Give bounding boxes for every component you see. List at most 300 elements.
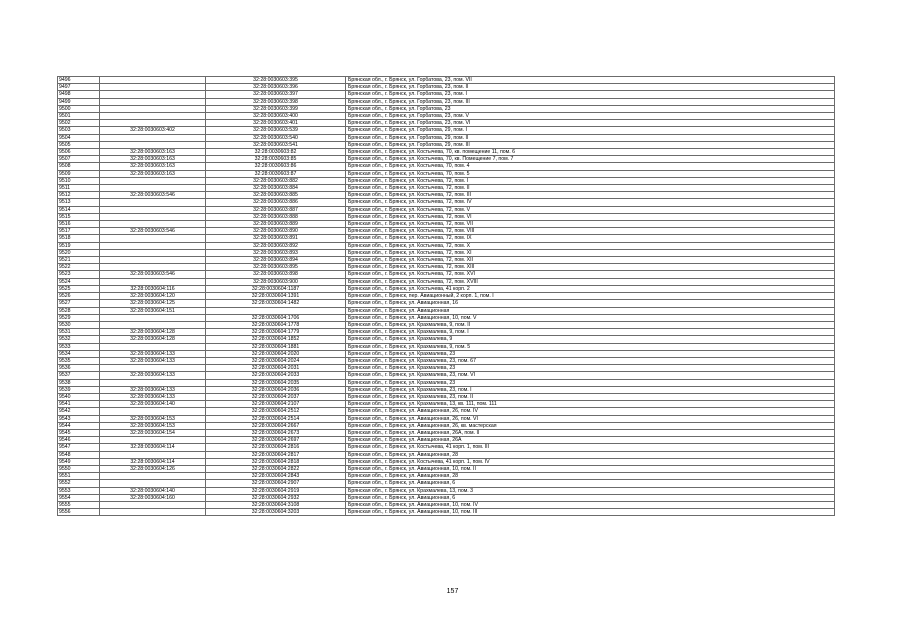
parent-cadastral-number-cell (100, 134, 206, 141)
parent-cadastral-number-cell: 32:28:0030604:133 (100, 350, 206, 357)
parent-cadastral-number-cell (100, 206, 206, 213)
parent-cadastral-number-cell: 32:28:0030604:153 (100, 415, 206, 422)
address-cell: Брянская обл., г. Брянск, ул. Горбатова, 23, пом. II (346, 84, 835, 91)
parent-cadastral-number-cell: 32:28:0030604:140 (100, 487, 206, 494)
table-row (58, 206, 835, 213)
table-row (58, 372, 835, 379)
address-cell: Брянская обл., г. Брянск, ул. Авиационная, 10, пом. V (346, 314, 835, 321)
row-number-cell: 9497 (58, 84, 100, 91)
table-row (58, 77, 835, 84)
cadastral-number-cell: 32:28:0030603:882 (206, 177, 346, 184)
parent-cadastral-number-cell (100, 480, 206, 487)
cadastral-number-cell (206, 307, 346, 314)
cadastral-number-cell: 32:28:0030603:87 (206, 170, 346, 177)
address-cell: Брянская обл., г. Брянск, ул. Горбатова, 23, пом. VI (346, 120, 835, 127)
row-number-cell: 9510 (58, 177, 100, 184)
parent-cadastral-number-cell (100, 242, 206, 249)
row-number-cell: 9498 (58, 91, 100, 98)
table-row (58, 415, 835, 422)
table-row (58, 386, 835, 393)
address-cell: Брянская обл., г. Брянск, ул. Крахмалева, 13, пом. 3 (346, 487, 835, 494)
address-cell: Брянская обл., г. Брянск, ул. Авиационная, 10, пом. IV (346, 501, 835, 508)
cadastral-number-cell: 32:28:0030603:893 (206, 249, 346, 256)
cadastral-number-cell: 32:28:0030603:86 (206, 163, 346, 170)
table-row (58, 91, 835, 98)
row-number-cell: 9522 (58, 264, 100, 271)
cadastral-number-cell: 32:28:0030603:400 (206, 113, 346, 120)
address-cell: Брянская обл., г. Брянск, ул. Авиационная, 10, пом. II (346, 465, 835, 472)
cadastral-number-cell: 32:28:0030604:2919 (206, 487, 346, 494)
parent-cadastral-number-cell: 32:28:0030603:163 (100, 170, 206, 177)
table-row (58, 249, 835, 256)
address-cell: Брянская обл., г. Брянск, ул. Крахмалева, 23, пом. VI (346, 372, 835, 379)
cadastral-number-cell: 32:28:0030604:2031 (206, 365, 346, 372)
address-cell: Брянская обл., г. Брянск, ул. Крахмалева, 23 (346, 350, 835, 357)
address-cell: Брянская обл., г. Брянск, ул. Горбатова, 23 (346, 105, 835, 112)
address-cell: Брянская обл., г. Брянск, ул. Крахмалева, 9 (346, 336, 835, 343)
parent-cadastral-number-cell (100, 501, 206, 508)
address-cell: Брянская обл., г. Брянск, ул. Костычева, 72, пом. XVIII (346, 278, 835, 285)
row-number-cell: 9531 (58, 329, 100, 336)
address-cell: Брянская обл., г. Брянск, ул. Костычева, 41 корп. 1, пом. III (346, 444, 835, 451)
table-row (58, 170, 835, 177)
cadastral-number-cell: 32:28:0030603:539 (206, 127, 346, 134)
cadastral-number-cell: 32:28:0030603:397 (206, 91, 346, 98)
row-number-cell: 9550 (58, 465, 100, 472)
parent-cadastral-number-cell (100, 91, 206, 98)
row-number-cell: 9532 (58, 336, 100, 343)
table-row (58, 307, 835, 314)
cadastral-number-cell: 32:28:0030603:900 (206, 278, 346, 285)
row-number-cell: 9530 (58, 321, 100, 328)
table-row (58, 127, 835, 134)
address-cell: Брянская обл., г. Брянск, ул. Костычева, 72, пом. VIII (346, 228, 835, 235)
address-cell: Брянская обл., г. Брянск, ул. Костычева, 41 корп. 2 (346, 285, 835, 292)
row-number-cell: 9503 (58, 127, 100, 134)
parent-cadastral-number-cell (100, 314, 206, 321)
parent-cadastral-number-cell (100, 77, 206, 84)
table-row (58, 221, 835, 228)
row-number-cell: 9543 (58, 415, 100, 422)
table-row (58, 401, 835, 408)
table-row (58, 473, 835, 480)
cadastral-number-cell: 32:28:0030603:887 (206, 206, 346, 213)
address-cell: Брянская обл., г. Брянск, ул. Горбатова, 29, пом. I (346, 127, 835, 134)
parent-cadastral-number-cell: 32:28:0030603:163 (100, 149, 206, 156)
address-cell: Брянская обл., г. Брянск, ул. Костычева, 70, кв. помещение 11, пом. 6 (346, 149, 835, 156)
parent-cadastral-number-cell: 32:28:0030604:154 (100, 429, 206, 436)
parent-cadastral-number-cell: 32:28:0030604:114 (100, 458, 206, 465)
table-row (58, 149, 835, 156)
parent-cadastral-number-cell: 32:28:0030604:116 (100, 285, 206, 292)
table-row (58, 163, 835, 170)
address-cell: Брянская обл., г. Брянск, ул. Авиационная, 28 (346, 451, 835, 458)
row-number-cell: 9529 (58, 314, 100, 321)
parent-cadastral-number-cell (100, 221, 206, 228)
address-cell: Брянская обл., г. Брянск, ул. Горбатова, 23, пом. III (346, 98, 835, 105)
table-row (58, 98, 835, 105)
parent-cadastral-number-cell (100, 264, 206, 271)
address-cell: Брянская обл., г. Брянск, ул. Костычева, 72, пом. X (346, 242, 835, 249)
parent-cadastral-number-cell (100, 257, 206, 264)
table-row (58, 84, 835, 91)
row-number-cell: 9507 (58, 156, 100, 163)
row-number-cell: 9504 (58, 134, 100, 141)
cadastral-number-cell: 32:28:0030604:2932 (206, 494, 346, 501)
address-cell: Брянская обл., г. Брянск, ул. Авиационная, 26, пом. VI (346, 415, 835, 422)
address-cell: Брянская обл., г. Брянск, ул. Костычева, 72, пом. I (346, 177, 835, 184)
row-number-cell: 9540 (58, 393, 100, 400)
parent-cadastral-number-cell: 32:28:0030604:128 (100, 329, 206, 336)
cadastral-number-cell: 32:28:0030604:1852 (206, 336, 346, 343)
row-number-cell: 9554 (58, 494, 100, 501)
cadastral-number-cell: 32:28:0030603:401 (206, 120, 346, 127)
row-number-cell: 9527 (58, 300, 100, 307)
address-cell: Брянская обл., г. Брянск, ул. Горбатова, 23, пом. I (346, 91, 835, 98)
row-number-cell: 9538 (58, 379, 100, 386)
table-row (58, 285, 835, 292)
parent-cadastral-number-cell: 32:28:0030604:128 (100, 336, 206, 343)
address-cell: Брянская обл., г. Брянск, ул. Костычева, 72, пом. VI (346, 213, 835, 220)
parent-cadastral-number-cell: 32:28:0030604:120 (100, 293, 206, 300)
parent-cadastral-number-cell: 32:28:0030604:140 (100, 401, 206, 408)
cadastral-number-cell: 32:28:0030604:1779 (206, 329, 346, 336)
parent-cadastral-number-cell (100, 509, 206, 516)
page-number: 157 (446, 588, 459, 595)
address-cell: Брянская обл., г. Брянск, ул. Крахмалева, 9, пом. I (346, 329, 835, 336)
cadastral-number-cell: 32:28:0030603:540 (206, 134, 346, 141)
address-cell: Брянская обл., г. Брянск, ул. Костычева, 72, пом. XII (346, 257, 835, 264)
cadastral-number-cell: 32:28:0030604:2667 (206, 422, 346, 429)
cadastral-number-cell: 32:28:0030603:885 (206, 192, 346, 199)
row-number-cell: 9556 (58, 509, 100, 516)
row-number-cell: 9508 (58, 163, 100, 170)
address-cell: Брянская обл., г. Брянск, ул. Костычева, 72, пом. V (346, 206, 835, 213)
address-cell: Брянская обл., г. Брянск, ул. Крахмалева, 23 (346, 379, 835, 386)
parent-cadastral-number-cell: 32:28:0030603:546 (100, 271, 206, 278)
table-row (58, 480, 835, 487)
table-row (58, 141, 835, 148)
address-cell: Брянская обл., г. Брянск, ул. Костычева, 72, пом. III (346, 192, 835, 199)
row-number-cell: 9547 (58, 444, 100, 451)
parent-cadastral-number-cell: 32:28:0030603:163 (100, 163, 206, 170)
row-number-cell: 9511 (58, 185, 100, 192)
cadastral-number-cell: 32:28:0030604:2036 (206, 386, 346, 393)
parent-cadastral-number-cell: 32:28:0030604:160 (100, 494, 206, 501)
row-number-cell: 9516 (58, 221, 100, 228)
table-row (58, 408, 835, 415)
row-number-cell: 9535 (58, 357, 100, 364)
table-row (58, 235, 835, 242)
cadastral-number-cell: 32:28:0030604:2107 (206, 401, 346, 408)
table-row (58, 350, 835, 357)
cadastral-number-cell: 32:28:0030604:2907 (206, 480, 346, 487)
row-number-cell: 9524 (58, 278, 100, 285)
cadastral-number-cell: 32:28:0030604:3203 (206, 509, 346, 516)
row-number-cell: 9521 (58, 257, 100, 264)
cadastral-number-cell: 32:28:0030604:2035 (206, 379, 346, 386)
cadastral-number-cell: 32:28:0030603:396 (206, 84, 346, 91)
parent-cadastral-number-cell: 32:28:0030604:133 (100, 386, 206, 393)
table-row (58, 185, 835, 192)
address-cell: Брянская обл., г. Брянск, ул. Костычева, 72, пом. XI (346, 249, 835, 256)
row-number-cell: 9545 (58, 429, 100, 436)
table-row (58, 329, 835, 336)
cadastral-number-cell: 32:28:0030603:886 (206, 199, 346, 206)
address-cell: Брянская обл., г. Брянск, ул. Крахмалева, 13, кв. 111, пом. 111 (346, 401, 835, 408)
cadastral-number-cell: 32:28:0030604:2020 (206, 350, 346, 357)
parent-cadastral-number-cell (100, 278, 206, 285)
parent-cadastral-number-cell (100, 98, 206, 105)
cadastral-number-cell: 32:28:0030604:2818 (206, 458, 346, 465)
row-number-cell: 9519 (58, 242, 100, 249)
table-row (58, 393, 835, 400)
cadastral-number-cell: 32:28:0030603:892 (206, 242, 346, 249)
cadastral-number-cell: 32:28:0030604:2817 (206, 451, 346, 458)
row-number-cell: 9502 (58, 120, 100, 127)
parent-cadastral-number-cell (100, 437, 206, 444)
address-cell: Брянская обл., г. Брянск, ул. Авиационная (346, 307, 835, 314)
row-number-cell: 9555 (58, 501, 100, 508)
cadastral-number-cell: 32:28:0030603:884 (206, 185, 346, 192)
address-cell: Брянская обл., г. Брянск, ул. Костычева, 72, пом. II (346, 185, 835, 192)
row-number-cell: 9514 (58, 206, 100, 213)
address-cell: Брянская обл., г. Брянск, ул. Костычева, 70, пом. 5 (346, 170, 835, 177)
table-row (58, 156, 835, 163)
address-cell: Брянская обл., г. Брянск, ул. Авиационная, 16 (346, 300, 835, 307)
parent-cadastral-number-cell: 32:28:0030604:133 (100, 372, 206, 379)
address-cell: Брянская обл., г. Брянск, ул. Авиационная, 26, пом. IV (346, 408, 835, 415)
table-row (58, 509, 835, 516)
cadastral-number-cell: 32:28:0030604:2514 (206, 415, 346, 422)
table-row (58, 379, 835, 386)
table-row (58, 105, 835, 112)
table-row (58, 437, 835, 444)
parent-cadastral-number-cell (100, 343, 206, 350)
table-row (58, 451, 835, 458)
cadastral-number-cell: 32:28:0030603:898 (206, 271, 346, 278)
table-row (58, 343, 835, 350)
cadastral-registry-table (57, 76, 835, 516)
parent-cadastral-number-cell (100, 84, 206, 91)
cadastral-number-cell: 32:28:0030603:894 (206, 257, 346, 264)
table-row (58, 177, 835, 184)
table-row (58, 494, 835, 501)
table-row (58, 458, 835, 465)
address-cell: Брянская обл., г. Брянск, ул. Авиационная, 6 (346, 494, 835, 501)
row-number-cell: 9505 (58, 141, 100, 148)
address-cell: Брянская обл., г. Брянск, ул. Авиационная, 28 (346, 473, 835, 480)
row-number-cell: 9515 (58, 213, 100, 220)
parent-cadastral-number-cell (100, 408, 206, 415)
row-number-cell: 9539 (58, 386, 100, 393)
cadastral-number-cell: 32:28:0030604:3108 (206, 501, 346, 508)
parent-cadastral-number-cell (100, 185, 206, 192)
address-cell: Брянская обл., г. Брянск, ул. Крахмалева, 23, пом. I (346, 386, 835, 393)
row-number-cell: 9501 (58, 113, 100, 120)
parent-cadastral-number-cell: 32:28:0030603:402 (100, 127, 206, 134)
address-cell: Брянская обл., г. Брянск, ул. Авиационная, 26А, пом. II (346, 429, 835, 436)
row-number-cell: 9500 (58, 105, 100, 112)
parent-cadastral-number-cell: 32:28:0030604:153 (100, 422, 206, 429)
table-row (58, 257, 835, 264)
cadastral-number-cell: 32:28:0030604:2673 (206, 429, 346, 436)
row-number-cell: 9553 (58, 487, 100, 494)
row-number-cell: 9546 (58, 437, 100, 444)
parent-cadastral-number-cell (100, 213, 206, 220)
row-number-cell: 9542 (58, 408, 100, 415)
parent-cadastral-number-cell (100, 321, 206, 328)
row-number-cell: 9525 (58, 285, 100, 292)
address-cell: Брянская обл., г. Брянск, ул. Крахмалева, 23, пом. II (346, 393, 835, 400)
cadastral-number-cell: 32:28:0030604:2024 (206, 357, 346, 364)
address-cell: Брянская обл., г. Брянск, ул. Костычева, 72, пом. IX (346, 235, 835, 242)
parent-cadastral-number-cell: 32:28:0030604:125 (100, 300, 206, 307)
row-number-cell: 9548 (58, 451, 100, 458)
table-row (58, 321, 835, 328)
address-cell: Брянская обл., г. Брянск, ул. Горбатова, 29, пом. III (346, 141, 835, 148)
address-cell: Брянская обл., г. Брянск, ул. Крахмалева, 23 (346, 365, 835, 372)
cadastral-number-cell: 32:28:0030603:82 (206, 149, 346, 156)
table-row (58, 199, 835, 206)
table-row (58, 444, 835, 451)
row-number-cell: 9528 (58, 307, 100, 314)
table-row (58, 271, 835, 278)
row-number-cell: 9526 (58, 293, 100, 300)
table-row (58, 365, 835, 372)
table-row (58, 487, 835, 494)
row-number-cell: 9541 (58, 401, 100, 408)
registry-table-body (58, 77, 835, 516)
cadastral-number-cell: 32:28:0030603:85 (206, 156, 346, 163)
row-number-cell: 9551 (58, 473, 100, 480)
parent-cadastral-number-cell (100, 473, 206, 480)
address-cell: Брянская обл., г. Брянск, ул. Костычева, 72, пом. VII (346, 221, 835, 228)
table-row (58, 264, 835, 271)
address-cell: Брянская обл., г. Брянск, ул. Горбатова, 29, пом. II (346, 134, 835, 141)
row-number-cell: 9523 (58, 271, 100, 278)
cadastral-number-cell: 32:28:0030604:1391 (206, 293, 346, 300)
cadastral-number-cell: 32:28:0030604:1482 (206, 300, 346, 307)
parent-cadastral-number-cell (100, 141, 206, 148)
cadastral-number-cell: 32:28:0030604:2816 (206, 444, 346, 451)
row-number-cell: 9518 (58, 235, 100, 242)
row-number-cell: 9533 (58, 343, 100, 350)
cadastral-number-cell: 32:28:0030604:1778 (206, 321, 346, 328)
cadastral-number-cell: 32:28:0030604:1187 (206, 285, 346, 292)
row-number-cell: 9534 (58, 350, 100, 357)
parent-cadastral-number-cell: 32:28:0030604:151 (100, 307, 206, 314)
row-number-cell: 9512 (58, 192, 100, 199)
cadastral-number-cell: 32:28:0030604:2697 (206, 437, 346, 444)
parent-cadastral-number-cell: 32:28:0030604:133 (100, 393, 206, 400)
row-number-cell: 9517 (58, 228, 100, 235)
table-row (58, 314, 835, 321)
address-cell: Брянская обл., г. Брянск, ул. Авиационная, 6 (346, 480, 835, 487)
table-row (58, 134, 835, 141)
table-row (58, 300, 835, 307)
table-row (58, 336, 835, 343)
row-number-cell: 9536 (58, 365, 100, 372)
parent-cadastral-number-cell (100, 177, 206, 184)
address-cell: Брянская обл., г. Брянск, ул. Авиационная, 10, пом. III (346, 509, 835, 516)
parent-cadastral-number-cell: 32:28:0030604:133 (100, 357, 206, 364)
table-row (58, 242, 835, 249)
row-number-cell: 9499 (58, 98, 100, 105)
row-number-cell: 9544 (58, 422, 100, 429)
table-row (58, 501, 835, 508)
address-cell: Брянская обл., г. Брянск, ул. Крахмалева, 9, пом. II (346, 321, 835, 328)
cadastral-number-cell: 32:28:0030604:2822 (206, 465, 346, 472)
cadastral-number-cell: 32:28:0030603:889 (206, 221, 346, 228)
address-cell: Брянская обл., г. Брянск, ул. Горбатова, 23, пом. V (346, 113, 835, 120)
parent-cadastral-number-cell: 32:28:0030604:114 (100, 444, 206, 451)
table-row (58, 192, 835, 199)
parent-cadastral-number-cell (100, 199, 206, 206)
table-row (58, 422, 835, 429)
address-cell: Брянская обл., г. Брянск, пер. Авиационный, 2 корп. 1, пом. I (346, 293, 835, 300)
parent-cadastral-number-cell: 32:28:0030603:163 (100, 156, 206, 163)
parent-cadastral-number-cell: 32:28:0030603:546 (100, 228, 206, 235)
parent-cadastral-number-cell (100, 365, 206, 372)
cadastral-number-cell: 32:28:0030604:2843 (206, 473, 346, 480)
cadastral-number-cell: 32:28:0030603:395 (206, 77, 346, 84)
address-cell: Брянская обл., г. Брянск, ул. Костычева, 72, пом. XVI (346, 271, 835, 278)
parent-cadastral-number-cell: 32:28:0030604:126 (100, 465, 206, 472)
address-cell: Брянская обл., г. Брянск, ул. Авиационная, 26А (346, 437, 835, 444)
cadastral-number-cell: 32:28:0030604:1706 (206, 314, 346, 321)
parent-cadastral-number-cell (100, 120, 206, 127)
row-number-cell: 9520 (58, 249, 100, 256)
parent-cadastral-number-cell (100, 235, 206, 242)
table-row (58, 120, 835, 127)
parent-cadastral-number-cell (100, 451, 206, 458)
address-cell: Брянская обл., г. Брянск, ул. Крахмалева, 23, пом. 67 (346, 357, 835, 364)
cadastral-number-cell: 32:28:0030603:399 (206, 105, 346, 112)
cadastral-number-cell: 32:28:0030604:2037 (206, 393, 346, 400)
table-row (58, 213, 835, 220)
cadastral-number-cell: 32:28:0030604:2033 (206, 372, 346, 379)
table-row (58, 465, 835, 472)
address-cell: Брянская обл., г. Брянск, ул. Костычева, 72, пом. XIII (346, 264, 835, 271)
row-number-cell: 9552 (58, 480, 100, 487)
address-cell: Брянская обл., г. Брянск, ул. Горбатова, 23, пом. VII (346, 77, 835, 84)
row-number-cell: 9506 (58, 149, 100, 156)
row-number-cell: 9509 (58, 170, 100, 177)
table-row (58, 228, 835, 235)
cadastral-number-cell: 32:28:0030604:2512 (206, 408, 346, 415)
address-cell: Брянская обл., г. Брянск, ул. Авиационная, 26, кв. мастерская (346, 422, 835, 429)
parent-cadastral-number-cell (100, 105, 206, 112)
parent-cadastral-number-cell (100, 113, 206, 120)
table-row (58, 429, 835, 436)
table-row (58, 113, 835, 120)
cadastral-number-cell: 32:28:0030603:541 (206, 141, 346, 148)
parent-cadastral-number-cell (100, 249, 206, 256)
table-row (58, 357, 835, 364)
cadastral-number-cell: 32:28:0030603:888 (206, 213, 346, 220)
address-cell: Брянская обл., г. Брянск, ул. Костычева, 70, пом. 4 (346, 163, 835, 170)
row-number-cell: 9537 (58, 372, 100, 379)
cadastral-number-cell: 32:28:0030603:895 (206, 264, 346, 271)
address-cell: Брянская обл., г. Брянск, ул. Костычева, 70, кв. Помещение 7, пом. 7 (346, 156, 835, 163)
address-cell: Брянская обл., г. Брянск, ул. Костычева, 72, пом. IV (346, 199, 835, 206)
row-number-cell: 9513 (58, 199, 100, 206)
parent-cadastral-number-cell (100, 379, 206, 386)
cadastral-number-cell: 32:28:0030603:398 (206, 98, 346, 105)
cadastral-number-cell: 32:28:0030603:891 (206, 235, 346, 242)
table-row (58, 278, 835, 285)
